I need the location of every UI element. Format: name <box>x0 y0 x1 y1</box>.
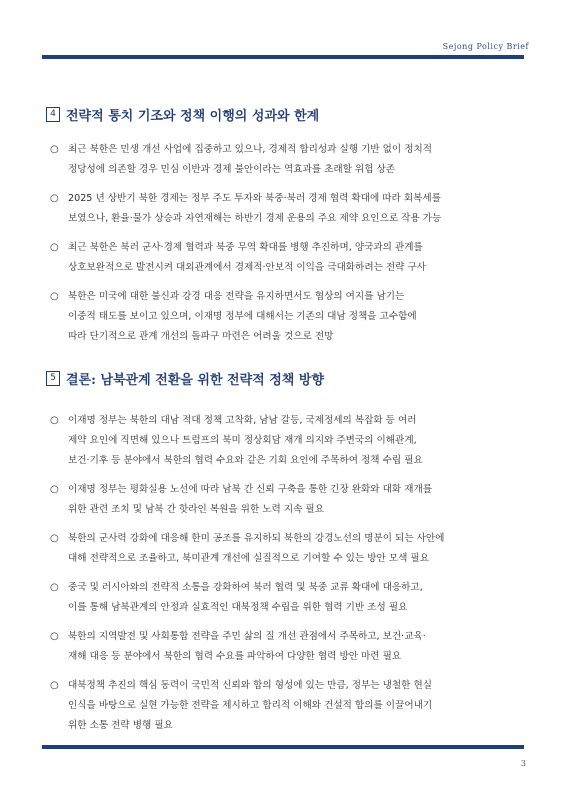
bullet-circle-icon: ○ <box>50 680 59 691</box>
bullet-circle-icon: ○ <box>50 582 59 593</box>
list-item-line: 이중적 태도를 보이고 있으며, 이재명 정부에 대해서는 기존의 대남 정책을 고수함에 <box>68 311 417 322</box>
list-item-line: 인식을 바탕으로 실현 가능한 전략을 제시하고 합리적 이해와 건설적 합의를 이끌어내기 <box>68 700 433 711</box>
list-item-line: 상호보완적으로 발전시켜 대외관계에서 경제적·안보적 이익을 극대화하려는 전략 구사 <box>68 262 427 273</box>
top-divider <box>42 55 524 59</box>
section-5-number: 5 <box>46 371 60 386</box>
list-item-line: 보건·기후 등 분야에서 북한의 협력 수요와 같은 기회 요인에 주목하여 정책 수립 필요 <box>68 455 423 466</box>
list-item-line: 위한 소통 전략 병행 필요 <box>68 720 173 731</box>
section-4 <box>46 104 526 347</box>
list-item-line: 이를 통해 남북관계의 안정과 실효적인 대북정책 수립을 위한 협력 기반 조성 필요 <box>68 602 408 613</box>
list-item <box>46 529 526 569</box>
bullet-circle-icon: ○ <box>50 484 59 495</box>
list-item-line: 대북정책 추진의 핵심 동력이 국민적 신뢰와 합의 형성에 있는 만큼, 정부는 냉철한 현실 <box>68 680 433 691</box>
section-5 <box>46 368 526 736</box>
list-item-line: 북한은 미국에 대한 불신과 강경 대응 전략을 유지하면서도 협상의 여지를 남기는 <box>68 291 405 302</box>
list-item-line: 위한 관련 조치 및 남북 간 핫라인 복원을 위한 노력 지속 필요 <box>68 504 324 515</box>
list-item-line: 최근 북한은 북러 군사·경제 협력과 북중 무역 확대를 병행 추진하며, 양국과의 관계를 <box>68 242 423 253</box>
list-item-line: 제약 요인에 직면해 있으나 트럼프의 북미 정상회담 재개 의지와 주변국의 이해관계, <box>68 435 417 446</box>
bullet-circle-icon: ○ <box>50 242 59 253</box>
section-5-heading <box>46 368 526 388</box>
bullet-circle-icon: ○ <box>50 144 59 155</box>
section-5-title: 결론: 남북관계 전환을 위한 전략적 정책 방향 <box>66 372 324 388</box>
bottom-divider <box>42 745 524 749</box>
bullet-circle-icon: ○ <box>50 193 59 204</box>
list-item <box>46 676 526 736</box>
list-item <box>46 480 526 520</box>
section-4-title: 전략적 통치 기조와 정책 이행의 성과와 한계 <box>66 108 320 124</box>
list-item-line: 정당성에 의존할 경우 민심 이반과 경제 불안이라는 역효과를 초래할 위험 상존 <box>68 164 396 175</box>
bullet-circle-icon: ○ <box>50 415 59 426</box>
section-4-list <box>46 140 526 347</box>
list-item-line: 이재명 정부는 평화실용 노선에 따라 남북 간 신뢰 구축을 통한 긴장 완화와 대화 재개를 <box>68 484 433 495</box>
list-item-line: 대해 전략적으로 조율하고, 북미관계 개선에 실질적으로 기여할 수 있는 방안 모색 필요 <box>68 553 429 564</box>
list-item-line: 재해 대응 등 분야에서 북한의 협력 수요를 파악하여 다양한 협력 방안 마련 필요 <box>68 651 402 662</box>
list-item-line: 북한의 군사력 강화에 대응해 한미 공조를 유지하되 북한의 강경노선의 명분이 되는 사안에 <box>68 533 445 544</box>
section-5-list <box>46 411 526 736</box>
bullet-circle-icon: ○ <box>50 533 59 544</box>
section-4-heading <box>46 104 526 124</box>
list-item-line: 따라 단기적으로 관계 개선의 돌파구 마련은 어려울 것으로 전망 <box>68 331 334 342</box>
list-item <box>46 411 526 471</box>
list-item <box>46 578 526 618</box>
list-item-line: 최근 북한은 민생 개선 사업에 집중하고 있으나, 경제적 합리성과 실행 기반 없이 정치적 <box>68 144 433 155</box>
list-item-line: 북한의 지역발전 및 사회통합 전략을 주민 삶의 질 개선 관점에서 주목하고, 보건·교육· <box>68 631 426 642</box>
section-4-number: 4 <box>46 107 60 122</box>
list-item-line: 2025 년 상반기 북한 경제는 정부 주도 투자와 북중·북러 경제 협력 확대에 따라 회복세를 <box>68 193 441 204</box>
bullet-circle-icon: ○ <box>50 291 59 302</box>
bullet-circle-icon: ○ <box>50 631 59 642</box>
list-item <box>46 287 526 347</box>
list-item <box>46 627 526 667</box>
list-item-line: 보였으나, 환율·물가 상승과 자연재해는 하반기 경제 운용의 주요 제약 요인으로 작용 가능 <box>68 213 442 224</box>
list-item-line: 중국 및 러시아와의 전략적 소통을 강화하여 북러 협력 및 북중 교류 확대에 대응하고, <box>68 582 423 593</box>
brand-header: Sejong Policy Brief <box>442 42 529 51</box>
list-item-line: 이재명 정부는 북한의 대남 적대 정책 고착화, 남남 갈등, 국제정세의 복잡화 등 여러 <box>68 415 417 426</box>
page-number: 3 <box>520 759 526 768</box>
list-item <box>46 140 526 180</box>
list-item <box>46 238 526 278</box>
list-item <box>46 189 526 229</box>
